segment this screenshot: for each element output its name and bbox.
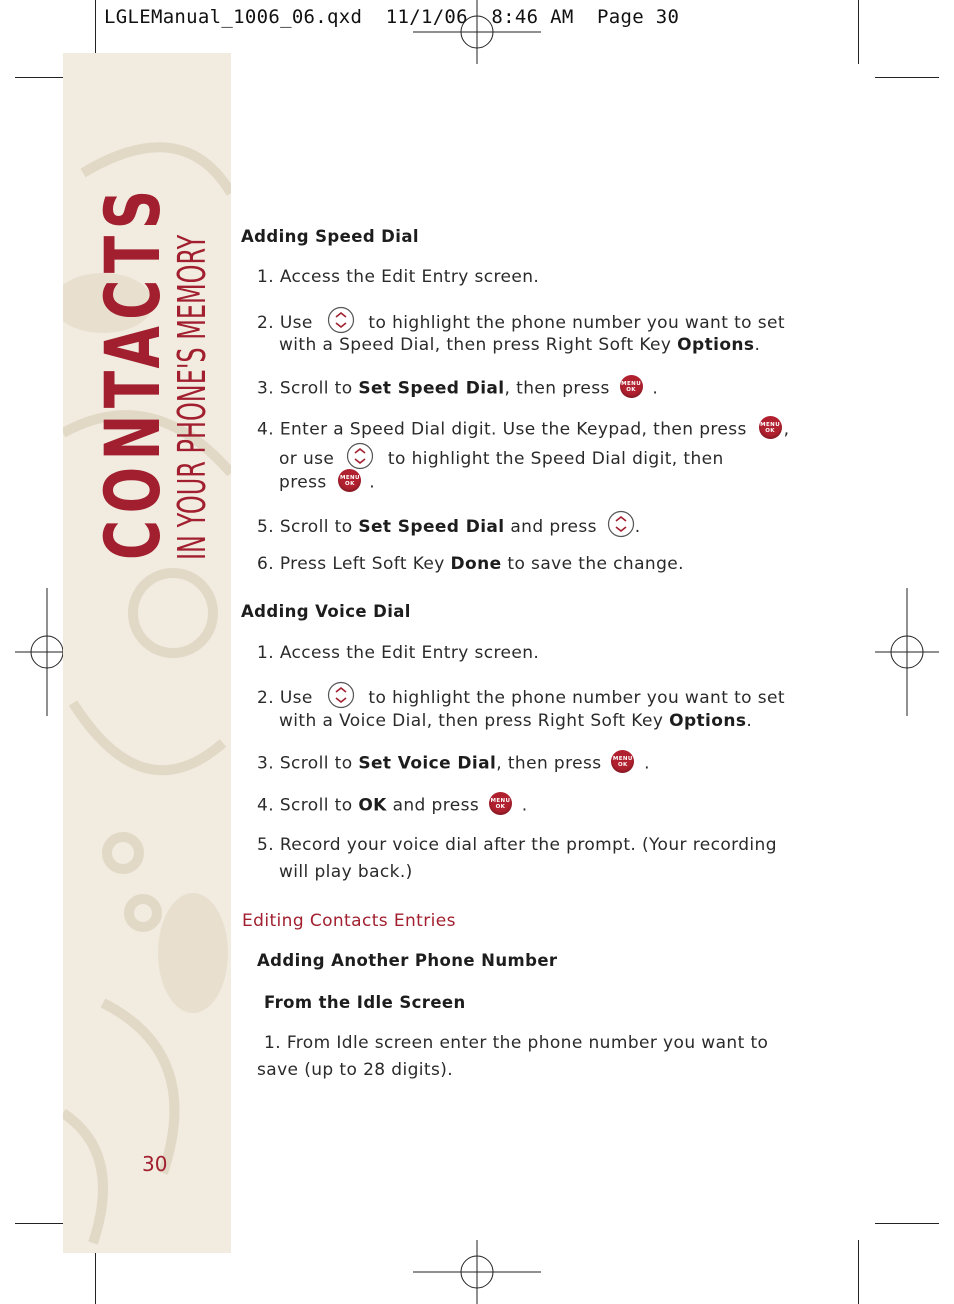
menu-ok-key-icon: MENU OK	[489, 792, 512, 815]
step-continuation: save (up to 28 digits).	[257, 1060, 454, 1080]
menu-ok-key-icon: MENU OK	[620, 375, 643, 398]
section-heading-accent: Editing Contacts Entries	[242, 911, 456, 931]
step: 4. Scroll to OK and press MENU OK .	[257, 794, 528, 817]
step: 5. Record your voice dial after the prompt. (Your recording	[257, 835, 777, 855]
nav-key-icon	[346, 442, 374, 470]
step: 1. Access the Edit Entry screen.	[257, 267, 540, 287]
step-continuation: with a Voice Dial, then press Right Soft Key Options.	[279, 711, 753, 731]
section-heading: Adding Voice Dial	[241, 602, 411, 621]
step-continuation: or use to highlight the Speed Dial digit, then	[279, 445, 724, 473]
menu-ok-key-icon: MENU OK	[611, 750, 634, 773]
file-slug: LGLEManual_1006_06.qxd 11/1/06 8:46 AM Page 30	[104, 6, 680, 28]
page-number: 30	[142, 1152, 168, 1176]
step: 3. Scroll to Set Voice Dial, then press MENU OK .	[257, 752, 650, 775]
menu-ok-key-icon: MENU OK	[338, 469, 361, 492]
nav-key-icon	[327, 681, 355, 709]
nav-key-icon	[607, 510, 635, 538]
chapter-title-sub: IN YOUR PHONE'S MEMORY	[170, 234, 214, 560]
step-continuation: with a Speed Dial, then press Right Soft Key Options.	[279, 335, 761, 355]
nav-key-icon	[327, 306, 355, 334]
step: 4. Enter a Speed Dial digit. Use the Keypad, then press MENU OK ,	[257, 418, 789, 441]
step: 6. Press Left Soft Key Done to save the change.	[257, 554, 684, 574]
step: 2. Use to highlight the phone number you want to set	[257, 309, 785, 337]
step: 3. Scroll to Set Speed Dial, then press MENU OK .	[257, 377, 658, 400]
subsection-heading: Adding Another Phone Number	[257, 951, 558, 970]
step: 1. From Idle screen enter the phone number you want to	[264, 1033, 769, 1053]
subsection-heading: From the Idle Screen	[264, 993, 466, 1012]
section-heading: Adding Speed Dial	[241, 227, 419, 246]
step: 1. Access the Edit Entry screen.	[257, 643, 540, 663]
step-continuation: will play back.)	[279, 862, 413, 882]
step-continuation: press MENU OK .	[279, 471, 375, 494]
menu-ok-key-icon: MENU OK	[759, 416, 782, 439]
chapter-title-main: CONTACTS	[88, 183, 177, 560]
step: 5. Scroll to Set Speed Dial and press .	[257, 513, 641, 541]
step: 2. Use to highlight the phone number you want to set	[257, 684, 785, 712]
